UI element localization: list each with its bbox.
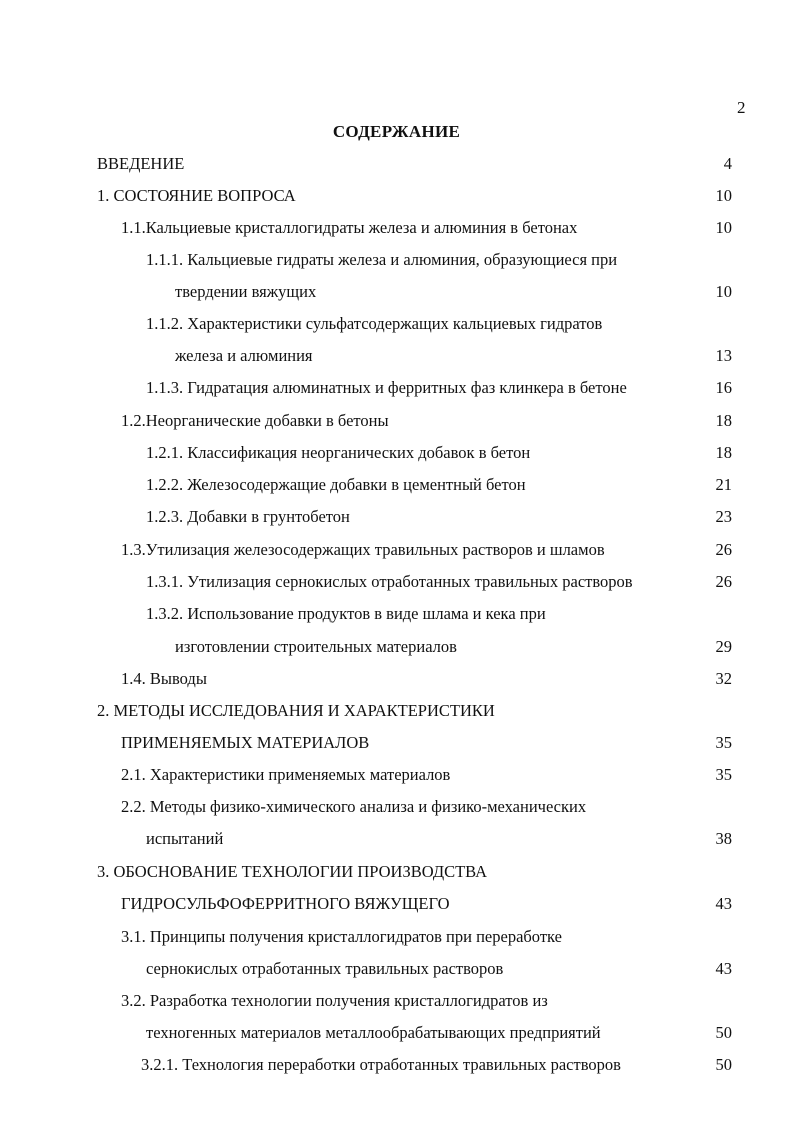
toc-entry-text-continuation: ПРИМЕНЯЕМЫХ МАТЕРИАЛОВ	[121, 733, 370, 752]
toc-entry-text: 3.2.1. Технология переработки отработанных травильных растворов	[141, 1055, 621, 1074]
toc-entry-text: 1.1.2. Характеристики сульфатсодержащих кальциевых гидратов	[146, 314, 603, 333]
toc-entry-text-continuation: изготовлении строительных материалов	[175, 637, 457, 656]
toc-entry-page: 50	[715, 1055, 732, 1074]
toc-entry-text-continuation: железа и алюминия	[175, 346, 313, 365]
toc-entry-page: 50	[715, 1023, 732, 1042]
toc-entry-text: 1.3.Утилизация железосодержащих травильных растворов и шламов	[121, 540, 605, 559]
toc-entry-page: 38	[715, 829, 732, 848]
toc-entry-page: 10	[715, 282, 732, 301]
toc-entry-text: 1.1.1. Кальциевые гидраты железа и алюминия, образующиеся при	[146, 250, 618, 269]
toc-entry-page: 32	[715, 669, 732, 688]
toc-entry-page: 10	[715, 186, 732, 205]
toc-entry-page: 10	[715, 218, 732, 237]
page-title: СОДЕРЖАНИЕ	[332, 122, 461, 141]
toc-entry-page: 4	[723, 154, 732, 173]
toc-entry-text-continuation: ГИДРОСУЛЬФОФЕРРИТНОГО ВЯЖУЩЕГО	[121, 894, 450, 913]
toc-entry-page: 21	[715, 475, 732, 494]
toc-entry-text: 1.2.3. Добавки в грунтобетон	[146, 507, 350, 526]
toc-entry-text: 1.1.Кальциевые кристаллогидраты железа и алюминия в бетонах	[121, 218, 578, 237]
toc-entry-page: 35	[715, 765, 732, 784]
toc-entry-text: 3. ОБОСНОВАНИЕ ТЕХНОЛОГИИ ПРОИЗВОДСТВА	[97, 862, 488, 881]
toc-entry-text: 3.1. Принципы получения кристаллогидратов при переработке	[121, 927, 562, 946]
toc-entry-text: 1.2.Неорганические добавки в бетоны	[121, 411, 389, 430]
toc-entry-text: 1.1.3. Гидратация алюминатных и ферритных фаз клинкера в бетоне	[146, 378, 627, 397]
toc-entry-text: 3.2. Разработка технологии получения кристаллогидратов из	[121, 991, 548, 1010]
toc-entry-text: 1.2.1. Классификация неорганических добавок в бетон	[146, 443, 531, 462]
toc-entry-page: 23	[715, 507, 732, 526]
toc-entry-text: ВВЕДЕНИЕ	[97, 154, 185, 173]
toc-entry-text-continuation: техногенных материалов металлообрабатывающих предприятий	[146, 1023, 601, 1042]
toc-entry-text: 1.2.2. Железосодержащие добавки в цементный бетон	[146, 475, 526, 494]
toc-entry-page: 43	[715, 894, 732, 913]
toc-entry-page: 35	[715, 733, 732, 752]
toc-entry-text: 2.1. Характеристики применяемых материалов	[121, 765, 451, 784]
toc-entry-text: 1.3.2. Использование продуктов в виде шлама и кека при	[146, 604, 546, 623]
toc-entry-text: 1.3.1. Утилизация сернокислых отработанных травильных растворов	[146, 572, 633, 591]
toc-entry-page: 43	[715, 959, 732, 978]
toc-entry-page: 16	[715, 378, 732, 397]
toc-entry-page: 26	[715, 540, 732, 559]
toc-entry-page: 26	[715, 572, 732, 591]
toc-entry-page: 13	[715, 346, 732, 365]
toc-entry-page: 29	[715, 637, 732, 656]
page-number: 2	[737, 98, 746, 117]
toc-entry-text: 2. МЕТОДЫ ИССЛЕДОВАНИЯ И ХАРАКТЕРИСТИКИ	[97, 701, 495, 720]
toc-entry-text: 1. СОСТОЯНИЕ ВОПРОСА	[97, 186, 296, 205]
toc-entry-text-continuation: испытаний	[146, 829, 224, 848]
toc-entry-page: 18	[715, 411, 732, 430]
toc-entry-page: 18	[715, 443, 732, 462]
toc-entry-text-continuation: сернокислых отработанных травильных растворов	[146, 959, 504, 978]
toc-entry-text: 1.4. Выводы	[121, 669, 207, 688]
toc-entry-text: 2.2. Методы физико-химического анализа и физико-механических	[121, 797, 587, 816]
toc-entry-text-continuation: твердении вяжущих	[175, 282, 317, 301]
